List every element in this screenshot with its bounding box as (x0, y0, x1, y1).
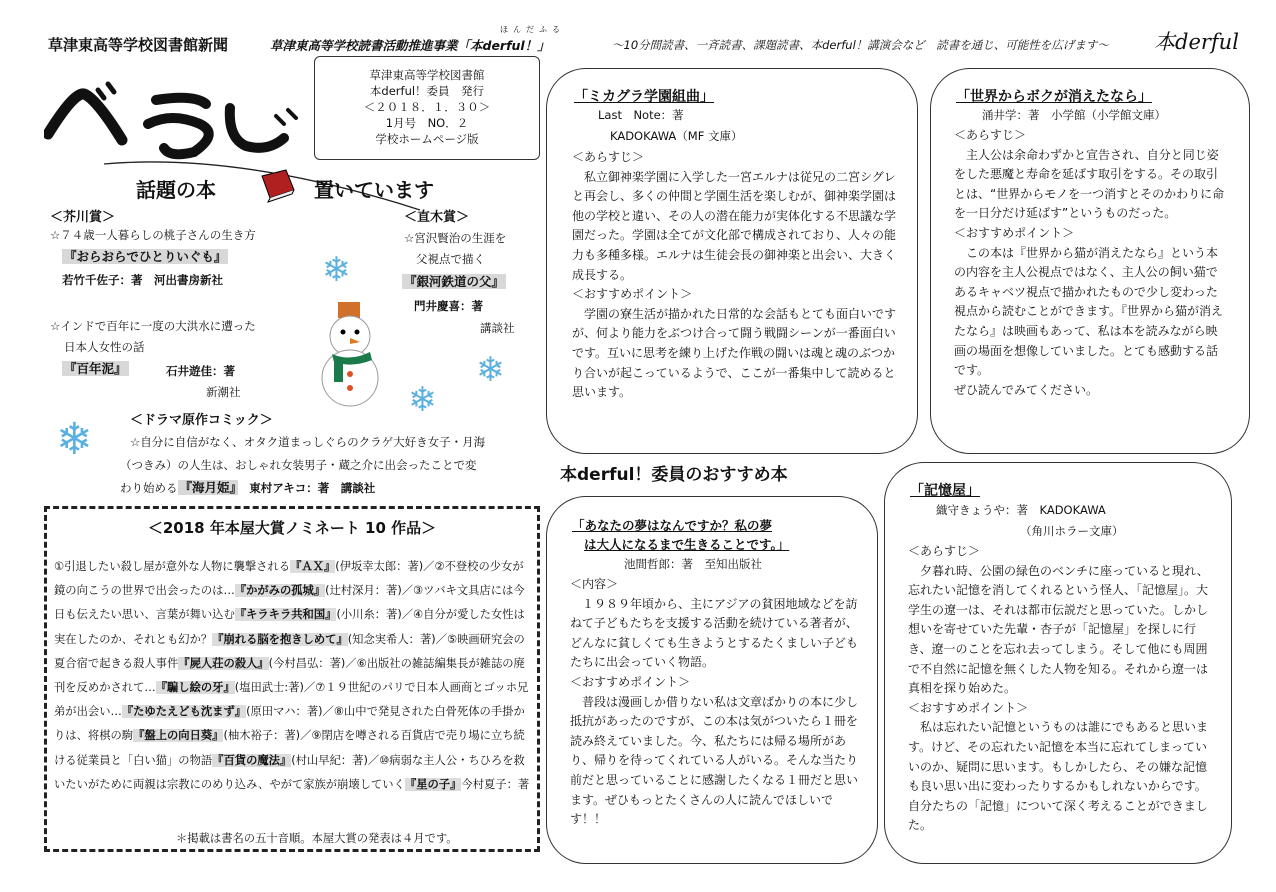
issue-line: ＜２０１８．１．３０＞ (363, 100, 491, 114)
project-ruby: ほんだふる (500, 25, 565, 34)
point-label: ＜おすすめポイント＞ (908, 700, 1029, 715)
snowflake-icon: ❄ (56, 414, 93, 465)
book-publisher: 新潮社 (206, 385, 241, 399)
drama-comic-label: ＜ドラマ原作コミック＞ (130, 413, 273, 428)
book-author: 東村アキコ：著 講談社 (249, 481, 376, 495)
drama-line: （つきみ）の人生は、おしゃれ女装男子・蔵之介に出会ったことで変 (120, 458, 477, 472)
card-author: 織守きょうや：著 KADOKAWA (936, 503, 1106, 517)
content-text: １９８９年頃から、主にアジアの貧困地域などを訪ねて子どもたちを支援する活動を続けている著者が、どんなに貧しくても生きようとするたくましい子どもたちに出会っていく物語。 (570, 596, 859, 670)
point-text: 学園の寮生活が描かれた日常的な会話もとても面白いですが、何より能力をぶつけ合って闘う戦闘シーンが一番面白いです。互いに思考を練り上げた作戦の闘いは魂と魂のぶつかり合いが起こっているようで、ここが一番集中して読めると思います。 (572, 306, 897, 400)
book-title: 『海月姫』 (179, 480, 236, 495)
point-text: 普段は漫画しか借りない私は文章ばかりの本に少し抵抗があったのですが、この本は気がついたら１冊を読み終えていました。今、私たちには帰る場所があり、帰りを待ってくれている人がいる。そんな当たり前だと思っていることに感謝したくなる１冊だと思います。ぜひもっとたくさんの人に読んでほしいです！！ (570, 694, 859, 827)
card-author: Last Note：著 (598, 108, 684, 122)
issue-line: 本derful！委員 発行 (369, 84, 485, 98)
book-publisher: 講談社 (480, 321, 515, 335)
card-publisher: KADOKAWA（MF 文庫） (610, 129, 743, 143)
nominees-list: ①引退したい殺し屋が意外な人物に襲撃される『ＡＸ』(伊坂幸太郎：著)／②不登校の少女が鏡の向こうの世界で出会ったのは…『かがみの孤城』(辻村深月：著)／③ツバキ文具店には今日も伝えたい思い、言葉が舞い込む『キラキラ共和国』(小川糸：著)／④自分が愛した女性は実在したのか、それとも幻か？『崩れる脳を抱きしめて』(知念実希人：著)／⑤映画研究会の夏合宿で起きる殺人事件『屍人荘の殺人』(今村昌弘：著)／⑥出版社の雑誌編集長が雑誌の廃刊を反めかされて…『騙し絵の牙』(塩田武士:著)／⑦１９世紀のパリで日本人画商とゴッホ兄弟が出会い…『たゆたえども沈まず』(原田マハ：著)／⑧山中で発見された白骨死体の手掛かりは、将棋の駒『盤上の向日葵』(柚木裕子：著)／⑨閉店を噂される百貨店で売り場に立ち続ける従業員と「白い猫」の物語『百貨の魔法』(村山早紀：著)／⑩病弱な主人公・ちひろを救いたいがために両親は宗教にのめり込み、やがて家族が崩壊していく『星の子』今村夏子：著 (54, 560, 530, 791)
book-title: 『百年泥』 (64, 361, 127, 376)
book-title: 『おらおらでひとりいぐも』 (64, 249, 227, 264)
card-author: 池間哲郎：著 至知出版社 (624, 557, 762, 571)
naoki-label: ＜直木賞＞ (404, 210, 470, 225)
issue-line: 学校ホームページ版 (375, 132, 479, 146)
issue-line: 1月号 NO．２ (385, 116, 469, 130)
closing-text: ぜひ読んでみてください。 (954, 382, 1099, 397)
snowflake-icon: ❄ (322, 250, 351, 290)
book-description: ☆７４歳一人暮らしの桃子さんの生き方 (50, 228, 256, 242)
book-icon (256, 168, 298, 204)
synopsis-text: 主人公は余命わずかと宣告され、自分と同じ姿をした悪魔と寿命を延ばす取引をする。その取引とは、“世界からモノを一つ消すとそのかわりに命を一日分だけ延ばす”というものだった。 (954, 147, 1225, 221)
book-description: 父視点で描く (416, 252, 485, 266)
card-title: 「あなたの夢はなんですか？私の夢 (572, 518, 773, 533)
snowflake-icon: ❄ (408, 380, 437, 420)
synopsis-label: ＜あらすじ＞ (908, 544, 981, 558)
drama-line: わり始める (120, 481, 178, 495)
book-description: ☆宮沢賢治の生涯を (404, 231, 507, 245)
synopsis-text: 夕暮れ時、公園の緑色のベンチに座っていると現れ、忘れたい記憶を消してくれるという怪人、「記憶屋」。大学生の遼一は、それは都市伝説だと思っていた。しかし想いを寄せていた先輩・杏子が「記憶屋」を探しに行き、遼一のことを忘れ去ってしまう。そして他にも周囲で不自然に記憶を無くした人物を知る。それから遼一は真相を探り始めた。 (908, 563, 1209, 696)
synopsis-label: ＜あらすじ＞ (572, 150, 645, 164)
drama-line: ☆自分に自信がなく、オタク道まっしぐらのクラゲ大好き女子・月海 (130, 435, 486, 449)
point-text: この本は『世界から猫が消えたなら』という本の内容を主人公視点ではなく、主人公の飼い猫であるキャベツ視点で描かれたもので少し変わった視点から読むことができます。『世界から猫が消えたなら』は映画もあって、私は本を読みながら映画の場面を想像していました。とても感動する話です。 (954, 245, 1224, 378)
book-description: 日本人女性の話 (64, 340, 145, 354)
hondaful-logo: 本derful (1154, 30, 1239, 54)
recommend-heading: 本derful！委員のおすすめ本 (560, 465, 788, 485)
point-label: ＜おすすめポイント＞ (572, 287, 693, 302)
newspaper-name: 草津東高等学校図書館新聞 (48, 36, 229, 54)
book-author: 門井慶喜：著 (414, 299, 483, 313)
book-author: 石井遊佳：著 (166, 364, 235, 378)
issue-line: 草津東高等学校図書館 (369, 68, 485, 82)
nominees-note: ＊掲載は書名の五十音順。本屋大賞の発表は４月です。 (176, 832, 458, 845)
nominees-heading: ＜2018 年本屋大賞ノミネート 10 作品＞ (147, 519, 437, 537)
point-label: ＜おすすめポイント＞ (570, 674, 691, 689)
card-publisher: （角川ホラー文庫） (1020, 524, 1124, 538)
snowflake-icon: ❄ (476, 350, 505, 390)
card-title: 「ミカグラ学園組曲」 (574, 89, 714, 105)
project-name: 草津東高等学校読書活動推進事業「本derful！」 (270, 38, 550, 53)
topic-heading-right: 置いています (314, 178, 434, 202)
point-label: ＜おすすめポイント＞ (954, 225, 1075, 240)
book-title: 『銀河鉄道の父』 (404, 274, 505, 289)
content-label: ＜内容＞ (570, 577, 619, 591)
card-author: 涌井学：著 小学館（小学館文庫） (982, 108, 1166, 122)
book-author: 若竹千佐子：著 河出書房新社 (62, 273, 223, 287)
book-description: ☆インドで百年に一度の大洪水に遭った (50, 319, 256, 333)
point-text: 私は忘れたい記憶というものは誰にでもあると思います。けど、その忘れたい記憶を本当に忘れてしまっていいのか、疑問に思います。もしかしたら、その嫌な記憶も良い思い出に変わったりするかもしれないからです。自分たちの「記憶」について深く考えることができました。 (908, 720, 1209, 833)
card-title: 「世界からボクが消えたなら」 (956, 89, 1152, 105)
card-title: 「記憶屋」 (910, 483, 980, 499)
issue-info-box (314, 56, 540, 160)
akutagawa-label: ＜芥川賞＞ (50, 210, 116, 225)
card-title: は大人になるまで生きることです。」 (584, 537, 790, 552)
synopsis-text: 私立御神楽学園に入学した一宮エルナは従兄の二宮シグレと再会し、多くの仲間と学園生活を楽しむが、御神楽学園は他の学校と違い、その人の潜在能力が実体化する不思議な学園だった。学園は全てが文化部で構成されており、人々の能力も多種多様。エルナは生徒会長の御神楽と出会い、大きく成長する。 (572, 169, 897, 282)
topic-heading-left: 話題の本 (136, 178, 216, 202)
synopsis-label: ＜あらすじ＞ (954, 128, 1027, 142)
snowman-icon (312, 298, 388, 408)
slogan: ～10分間読書、一斉読書、課題読書、本derful！講演会など 読書を通じ、可能性を広げます～ (612, 38, 1109, 52)
